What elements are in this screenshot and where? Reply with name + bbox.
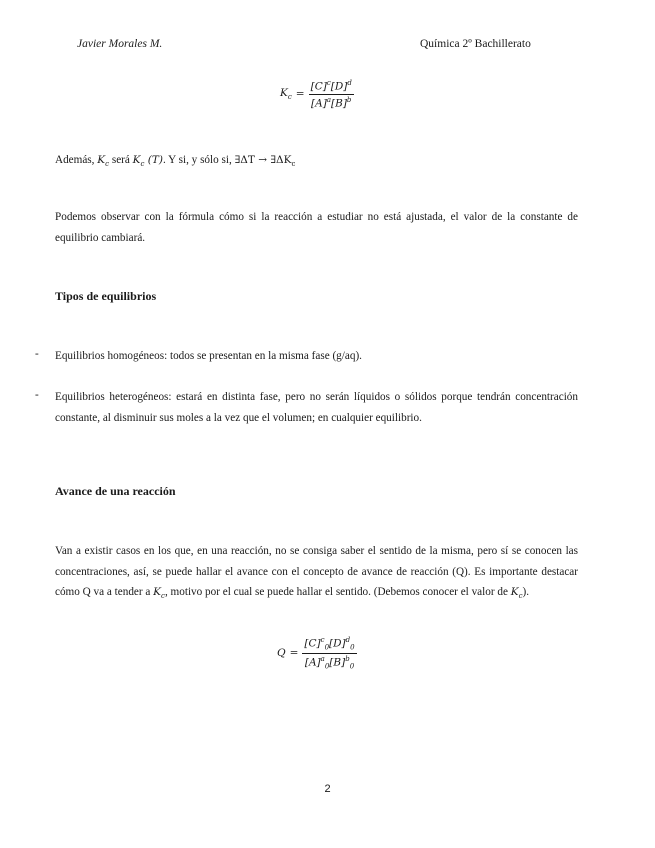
q-denominator: $[A]^a_0[B]^b_0$ — [304, 654, 355, 671]
kc-symbol: $K_c$ — [153, 586, 165, 601]
paragraph-avance: Van a existir casos en los que, en una reacción, no se consiga saber el sentido de la misma, pero sí se conocen las concentraciones, así, se puede hallar el avance con el concepto de avance de reacción (Q). Es importante destacar cómo Q va a tender a $K_c$, motivo por el cual se puede hallar el sentido. (Debemos conocer el valor de $K_c$). — [55, 545, 578, 601]
kc-symbol: $K_c$ — [510, 586, 523, 601]
list-item-dash: - — [35, 348, 39, 360]
q-formula — [277, 636, 357, 670]
q-numerator: $[C]^c_0[D]^d_0$ — [302, 636, 356, 654]
kc-fraction — [309, 79, 354, 109]
list-item-heterogeneos: Equilibrios heterogéneos: estará en distinta fase, pero no serán líquidos o sólidos porque tendrán concentración constante, al disminuir sus moles a la vez que el volumen; en cualquier equilibrio. — [55, 391, 578, 424]
kc-formula — [280, 79, 354, 109]
list-item-homogeneos: Equilibrios homogéneos: todos se presentan en la misma fase (g/aq). — [55, 350, 362, 362]
header-course: Química 2º Bachillerato — [420, 38, 531, 50]
kc-formula-lhs: $K_c$ — [280, 87, 292, 102]
logic-expression: ∃ΔT → $\exists\Delta K_c$ — [234, 154, 296, 169]
kc-symbol: $K_c$ — [97, 154, 110, 169]
kc-symbol: $K_c$ — [132, 154, 145, 169]
q-fraction — [302, 636, 356, 670]
page-number: 2 — [324, 783, 331, 795]
kc-denominator: $[A]^a[B]^b$ — [311, 95, 352, 110]
paragraph-formula-note: Podemos observar con la fórmula cómo si la reacción a estudiar no está ajustada, el valor de la constante de equilibrio cambiará. — [55, 211, 578, 244]
q-formula-equals: = — [289, 647, 299, 660]
header-author: Javier Morales M. — [77, 38, 163, 50]
list-item-dash: - — [35, 389, 39, 401]
section-heading-avance: Avance de una reacción — [55, 484, 176, 498]
q-formula-lhs: Q — [277, 647, 286, 660]
section-heading-tipos: Tipos de equilibrios — [55, 289, 157, 303]
kc-formula-equals: = — [295, 88, 305, 101]
ademas-line: Además, $K_c$ será $K_c$ (T). Y si, y sólo si, ∃ΔT → $\exists\Delta K_c$ — [55, 154, 296, 169]
kc-numerator: $[C]^c[D]^d$ — [309, 79, 354, 95]
